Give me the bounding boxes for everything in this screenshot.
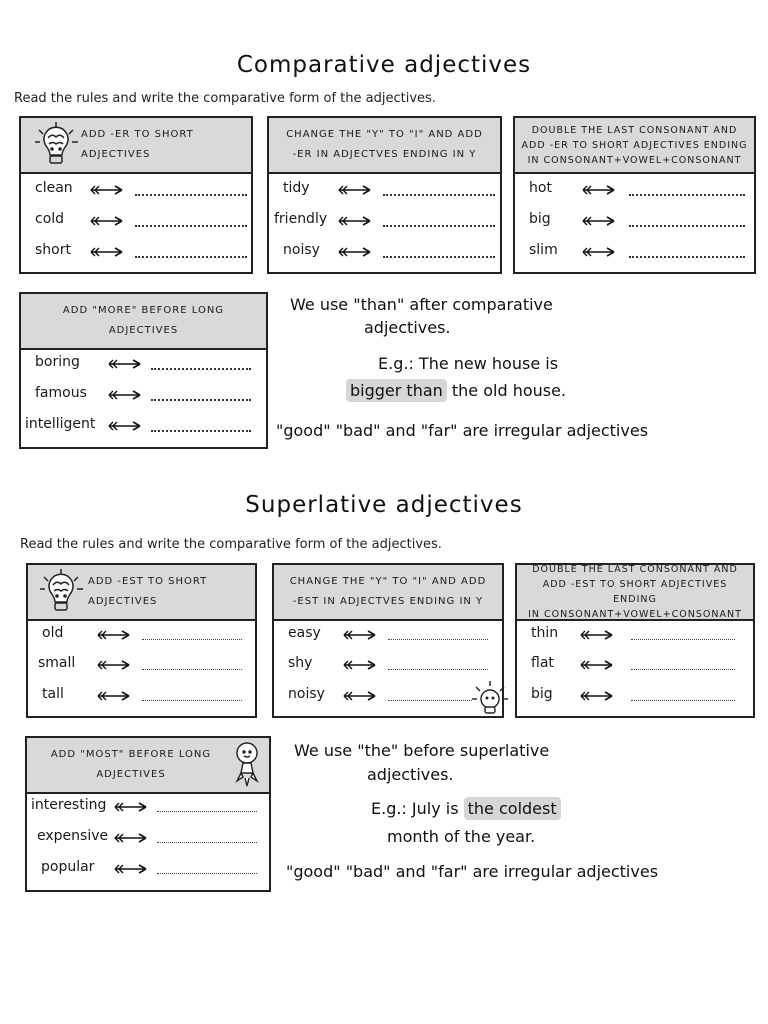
- exercise-row: [21, 211, 251, 231]
- exercise-row: [269, 180, 500, 200]
- exercise-row: [27, 859, 269, 879]
- arrow-icon: [581, 242, 617, 262]
- adjective-word: hot: [529, 180, 552, 196]
- answer-line[interactable]: [142, 700, 242, 701]
- answer-line[interactable]: [383, 194, 495, 196]
- exercise-row: [517, 686, 753, 706]
- rule-box-double-consonant-est: [515, 563, 755, 718]
- lightbulb-brain-icon: [36, 567, 88, 619]
- arrow-icon: [581, 211, 617, 231]
- adjective-word: noisy: [283, 242, 320, 258]
- adjective-word: slim: [529, 242, 558, 258]
- answer-line[interactable]: [151, 430, 251, 432]
- rule-header: [21, 294, 266, 350]
- rule-header: [515, 118, 754, 174]
- rule-header: [269, 118, 500, 174]
- adjective-word: clean: [35, 180, 73, 196]
- comparative-rule-note-cont: adjectives.: [364, 318, 451, 337]
- adjective-word: easy: [288, 625, 321, 641]
- adjective-word: tall: [42, 686, 64, 702]
- superlative-example-cont: month of the year.: [387, 827, 536, 846]
- adjective-word: old: [42, 625, 64, 641]
- rule-box-more: [19, 292, 268, 449]
- rule-text: ADD -ER TO SHORT ADJECTIVES: [81, 129, 194, 160]
- exercise-row: [21, 242, 251, 262]
- exercise-row: [28, 686, 255, 706]
- exercise-row: [21, 385, 266, 405]
- comparative-rule-note: We use "than" after comparative: [290, 295, 553, 314]
- answer-line[interactable]: [151, 368, 251, 370]
- arrow-icon: [579, 686, 615, 706]
- arrow-icon: [337, 211, 373, 231]
- adjective-word: expensive: [37, 828, 109, 844]
- answer-line[interactable]: [388, 639, 488, 640]
- arrow-icon: [337, 242, 373, 262]
- arrow-icon: [96, 625, 132, 645]
- lightbulb-brain-icon: [31, 120, 83, 172]
- superlative-rule-note-cont: adjectives.: [367, 765, 454, 784]
- example-highlight: the coldest: [464, 797, 561, 820]
- example-prefix: E.g.: July is: [371, 799, 464, 818]
- comparative-irregular-note: "good" "bad" and "far" are irregular adjectives: [276, 421, 649, 440]
- rule-box-add-est: [26, 563, 257, 718]
- exercise-row: [274, 686, 502, 706]
- adjective-word: big: [529, 211, 551, 227]
- arrow-icon: [96, 686, 132, 706]
- arrow-icon: [89, 242, 125, 262]
- exercise-row: [515, 180, 754, 200]
- rule-header: [274, 565, 502, 621]
- adjective-word: popular: [41, 859, 95, 875]
- arrow-icon: [96, 655, 132, 675]
- rule-header: [21, 118, 251, 174]
- exercise-row: [274, 625, 502, 645]
- answer-line[interactable]: [383, 225, 495, 227]
- answer-line[interactable]: [388, 700, 472, 701]
- superlative-example: [371, 799, 561, 818]
- answer-line[interactable]: [631, 639, 735, 640]
- arrow-icon: [581, 180, 617, 200]
- rule-header: [28, 565, 255, 621]
- arrow-icon: [113, 797, 149, 817]
- arrow-icon: [342, 686, 378, 706]
- rule-box-y-to-i-est: [272, 563, 504, 718]
- answer-line[interactable]: [135, 256, 247, 258]
- answer-line[interactable]: [135, 194, 247, 196]
- adjective-word: thin: [531, 625, 559, 641]
- adjective-word: cold: [35, 211, 65, 227]
- adjective-word: small: [38, 655, 76, 671]
- comparative-example-prefix: E.g.: The new house is: [378, 354, 559, 373]
- answer-line[interactable]: [157, 873, 257, 874]
- arrow-icon: [342, 655, 378, 675]
- arrow-icon: [107, 354, 143, 374]
- adjective-word: tidy: [283, 180, 310, 196]
- exercise-row: [274, 655, 502, 675]
- rule-text: DOUBLE THE LAST CONSONANT AND ADD -ER TO SHORT ADJECTIVES ENDING IN CONSONANT+VOWEL+CONSONANT: [521, 124, 748, 166]
- adjective-word: friendly: [274, 211, 328, 227]
- rule-box-most: [25, 736, 271, 892]
- adjective-word: famous: [35, 385, 87, 401]
- answer-line[interactable]: [631, 669, 735, 670]
- rule-text: CHANGE THE "Y" TO "I" AND ADD -ER IN ADJECTVES ENDING IN Y: [286, 129, 483, 160]
- example-highlight: bigger than: [346, 379, 447, 402]
- superlative-title: Superlative adjectives: [245, 492, 523, 518]
- answer-line[interactable]: [151, 399, 251, 401]
- rule-box-double-consonant-er: [513, 116, 756, 274]
- rule-header: [27, 738, 269, 794]
- answer-line[interactable]: [629, 225, 745, 227]
- lightbulb-icon: [470, 679, 510, 719]
- arrow-icon: [337, 180, 373, 200]
- arrow-icon: [107, 416, 143, 436]
- exercise-row: [517, 655, 753, 675]
- answer-line[interactable]: [157, 811, 257, 812]
- arrow-icon: [89, 211, 125, 231]
- superlative-irregular-note: "good" "bad" and "far" are irregular adjectives: [286, 862, 659, 881]
- adjective-word: short: [35, 242, 71, 258]
- answer-line[interactable]: [629, 256, 745, 258]
- arrow-icon: [579, 625, 615, 645]
- example-suffix: the old house.: [446, 381, 567, 400]
- answer-line[interactable]: [135, 225, 247, 227]
- exercise-row: [269, 211, 500, 231]
- exercise-row: [21, 416, 266, 436]
- exercise-row: [515, 242, 754, 262]
- comparative-example: [346, 381, 566, 400]
- superlative-rule-note: We use "the" before superlative: [294, 741, 550, 760]
- rule-box-add-er: [19, 116, 253, 274]
- exercise-row: [269, 242, 500, 262]
- arrow-icon: [113, 859, 149, 879]
- adjective-word: big: [531, 686, 553, 702]
- exercise-row: [27, 797, 269, 817]
- adjective-word: intelligent: [25, 416, 96, 432]
- answer-line[interactable]: [631, 700, 735, 701]
- arrow-icon: [107, 385, 143, 405]
- adjective-word: flat: [531, 655, 554, 671]
- exercise-row: [515, 211, 754, 231]
- answer-line[interactable]: [142, 639, 242, 640]
- superlative-instruction: Read the rules and write the comparative form of the adjectives.: [20, 537, 442, 552]
- comparative-instruction: Read the rules and write the comparative form of the adjectives.: [14, 91, 436, 106]
- rule-text: ADD "MOST" BEFORE LONG ADJECTIVES: [50, 749, 212, 780]
- adjective-word: shy: [288, 655, 313, 671]
- answer-line[interactable]: [157, 842, 257, 843]
- rule-header: [517, 565, 753, 621]
- answer-line[interactable]: [383, 256, 495, 258]
- exercise-row: [517, 625, 753, 645]
- arrow-icon: [89, 180, 125, 200]
- rocket-icon: [231, 740, 263, 790]
- rule-text: ADD "MORE" BEFORE LONG ADJECTIVES: [62, 305, 225, 336]
- exercise-row: [27, 828, 269, 848]
- answer-line[interactable]: [142, 669, 242, 670]
- exercise-row: [28, 625, 255, 645]
- rule-text: ADD -EST TO SHORT ADJECTIVES: [88, 576, 208, 607]
- rule-text: CHANGE THE "Y" TO "I" AND ADD -EST IN ADJECTVES ENDING IN Y: [289, 576, 487, 607]
- answer-line[interactable]: [629, 194, 745, 196]
- rule-text: DOUBLE THE LAST CONSONANT AND ADD -EST TO SHORT ADJECTIVES ENDING IN CONSONANT+VOWEL+CONSONANT: [528, 564, 742, 620]
- comparative-title: Comparative adjectives: [236, 52, 532, 78]
- arrow-icon: [342, 625, 378, 645]
- arrow-icon: [113, 828, 149, 848]
- exercise-row: [21, 180, 251, 200]
- exercise-row: [28, 655, 255, 675]
- arrow-icon: [579, 655, 615, 675]
- adjective-word: boring: [35, 354, 80, 370]
- adjective-word: noisy: [288, 686, 325, 702]
- exercise-row: [21, 354, 266, 374]
- adjective-word: interesting: [31, 797, 107, 813]
- answer-line[interactable]: [388, 669, 488, 670]
- rule-box-y-to-i-er: [267, 116, 502, 274]
